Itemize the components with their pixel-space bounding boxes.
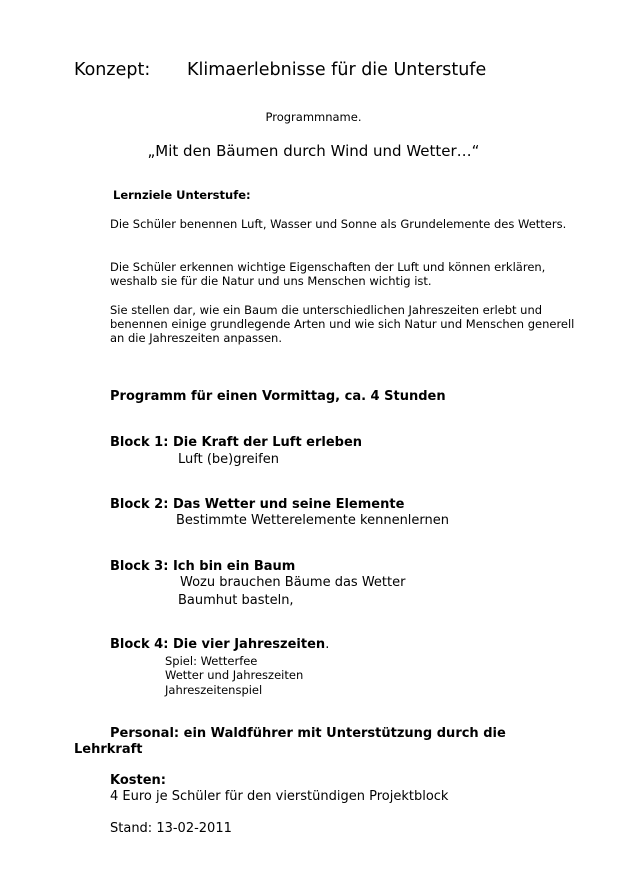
program-name-label: Programmname. <box>265 110 362 124</box>
document-title <box>74 60 486 80</box>
block-3-title: Block 3: Ich bin ein Baum <box>110 559 296 574</box>
block-4-item: Spiel: Wetterfee <box>165 654 258 668</box>
title-label: Konzept: <box>74 60 151 80</box>
block-4-item: Wetter und Jahreszeiten <box>165 668 304 682</box>
block-3-item: Baumhut basteln, <box>178 593 294 608</box>
costs-heading: Kosten: <box>110 773 166 788</box>
program-name: „Mit den Bäumen durch Wind und Wetter…“ <box>147 142 480 160</box>
block-1-title: Block 1: Die Kraft der Luft erleben <box>110 435 363 450</box>
personal-line-1: Personal: ein Waldführer mit Unterstützung durch die <box>110 726 506 741</box>
status-date: Stand: 13-02-2011 <box>110 821 232 836</box>
personal-line-2: Lehrkraft <box>74 742 143 757</box>
learning-goal-paragraph: Sie stellen dar, wie ein Baum die unterschiedlichen Jahreszeiten erlebt und benennen einige grundlegende Arten und wie sich Natur und Menschen generell an die Jahreszeiten anpassen. <box>110 303 575 345</box>
block-4-title <box>110 637 329 652</box>
learning-goals-heading: Lernziele Unterstufe: <box>113 188 251 202</box>
learning-goal-paragraph: Die Schüler erkennen wichtige Eigenschaften der Luft und können erklären, weshalb sie für die Natur und uns Menschen wichtig ist. <box>110 260 546 288</box>
block-4-title-period: . <box>325 637 330 652</box>
schedule-heading: Programm für einen Vormittag, ca. 4 Stunden <box>110 389 446 404</box>
block-2-item: Bestimmte Wetterelemente kennenlernen <box>176 513 450 528</box>
learning-goal-paragraph: Die Schüler benennen Luft, Wasser und Sonne als Grundelemente des Wetters. <box>110 217 567 231</box>
block-3-item: Wozu brauchen Bäume das Wetter <box>180 575 406 590</box>
block-1-item: Luft (be)greifen <box>178 452 279 467</box>
block-4-item: Jahreszeitenspiel <box>165 683 263 697</box>
block-4-title-text: Block 4: Die vier Jahreszeiten <box>110 637 326 652</box>
block-2-title: Block 2: Das Wetter und seine Elemente <box>110 497 405 512</box>
title-text: Klimaerlebnisse für die Unterstufe <box>187 60 487 80</box>
costs-text: 4 Euro je Schüler für den vierstündigen Projektblock <box>110 789 449 804</box>
